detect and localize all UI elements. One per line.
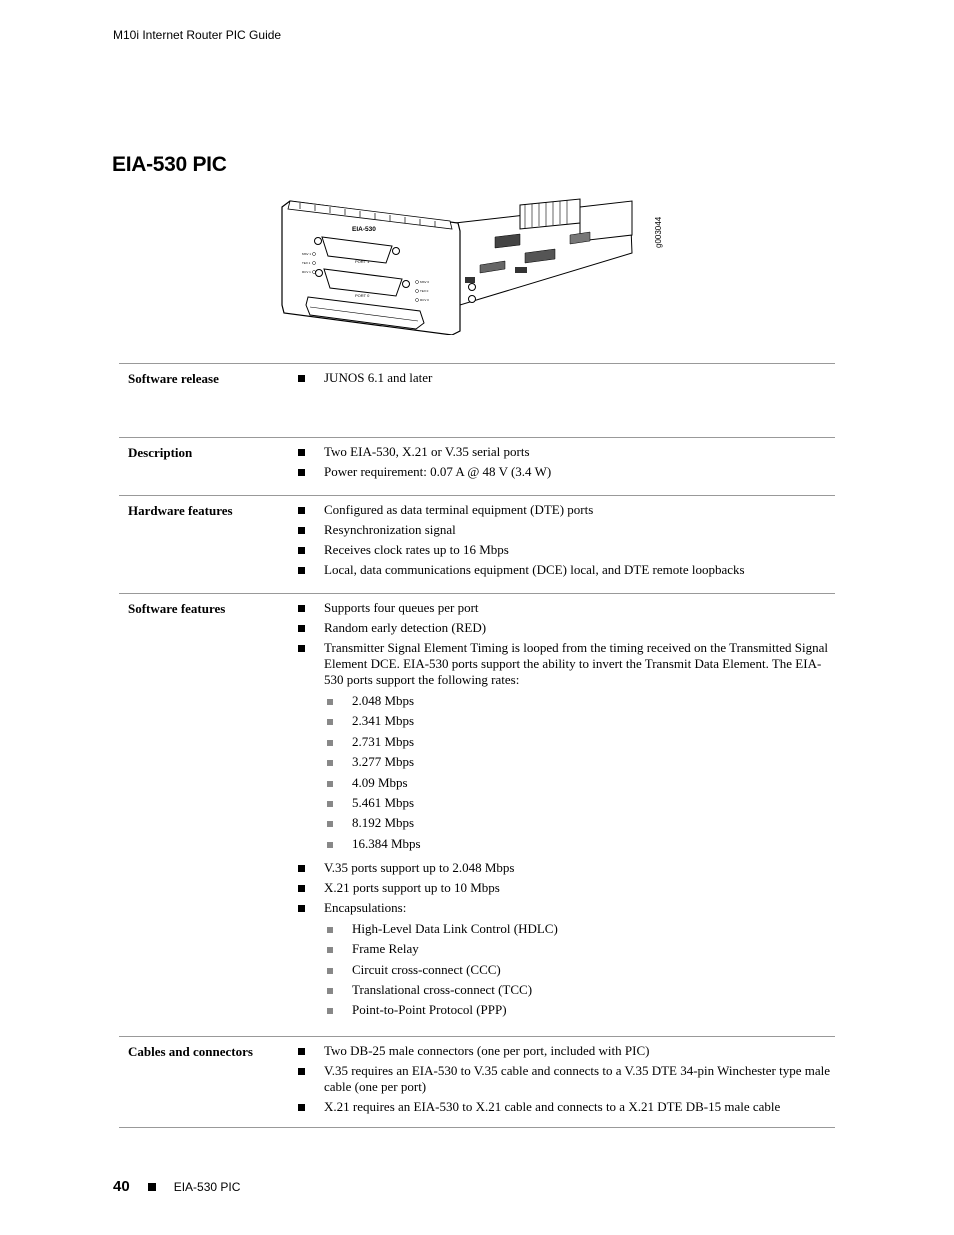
spec-row-body [287,496,835,593]
sub-bullet-item: 8.192 Mbps [287,815,835,831]
bullet-item [287,562,835,578]
sub-bullet-item: 16.384 Mbps [287,836,835,852]
bullet-item [287,1043,835,1059]
bullet-item [287,860,835,876]
sub-bullet-item: 3.277 Mbps [287,754,835,770]
led [416,299,419,302]
bullet-item [287,640,835,688]
spec-row-body [287,438,835,495]
bullet-item-text: Transmitter Signal Element Timing is looped from the timing received on the Transmitted Signal Element DCE. EIA-530 ports support the ability to invert the Transmit Data Element. The EIA-530 ports support the following rates: [324,640,828,687]
bullet-item [287,600,835,616]
spec-row-label: Hardware features [128,503,233,518]
screw [469,284,476,291]
led [313,262,316,265]
bullet-item [287,900,835,916]
screw [469,296,476,303]
bullet-item [287,620,835,636]
led [416,290,419,293]
bullet-item-text: Configured as data terminal equipment (DTE) ports [324,502,594,517]
sub-list [287,693,835,852]
spec-row-body [287,364,835,437]
faceplate-label: EIA-530 [352,226,376,233]
spec-row [119,437,835,495]
figure-id: g003044 [654,216,663,248]
bullet-item [287,542,835,558]
sub-bullet-item: Circuit cross-connect (CCC) [287,962,835,978]
bullet-item [287,464,835,480]
led [313,271,316,274]
sub-bullet-item: 2.341 Mbps [287,713,835,729]
bullet-item-text: Supports four queues per port [324,600,479,615]
sub-bullet-item: 2.731 Mbps [287,734,835,750]
led [416,281,419,284]
bullet-item [287,1063,835,1095]
bullet-item-text: Encapsulations: [324,899,407,915]
bullet-item-text: Power requirement: 0.07 A @ 48 V (3.4 W) [324,464,552,479]
bullet-item [287,1099,835,1115]
spec-row [119,495,835,593]
bullet-item-text: X.21 ports support up to 10 Mbps [324,879,500,895]
spec-row [119,593,835,1036]
sub-bullet-item: Point-to-Point Protocol (PPP) [287,1002,835,1018]
chip [465,277,475,283]
bullet-item-text: V.35 ports support up to 2.048 Mbps [324,859,515,875]
led-label: MSV 0 [420,280,430,284]
bullet-item-text: X.21 requires an EIA-530 to X.21 cable and connects to a X.21 DTE DB-15 male cable [324,1099,781,1114]
spec-row-body [287,594,835,1036]
bullet-item [287,370,835,386]
led-label: RCV 0 [420,298,429,302]
bullet-item [287,522,835,538]
spec-row [119,363,835,437]
led [313,253,316,256]
spec-table [119,363,835,1128]
sub-bullet-item: High-Level Data Link Control (HDLC) [287,921,835,937]
spec-row-label: Description [128,445,193,460]
bullet-item-text: Local, data communications equipment (DCE) local, and DTE remote loopbacks [324,562,745,577]
bullet-item [287,880,835,896]
sub-bullet-item: Frame Relay [287,941,835,957]
pic-illustration [280,195,680,335]
led-label: TEX 1 [302,261,311,265]
spec-row-body [287,1037,835,1127]
spec-row-label: Cables and connectors [128,1044,253,1059]
led-label: RCV 1 [302,270,311,274]
bullet-item [287,444,835,460]
port-1-label: PORT 1 [355,259,370,264]
sub-bullet-item: 2.048 Mbps [287,693,835,709]
sub-bullet-item: 4.09 Mbps [287,775,835,791]
bullet-item-text: Two EIA-530, X.21 or V.35 serial ports [324,444,530,459]
section-title: EIA-530 PIC [112,153,227,176]
page-footer [113,1178,240,1195]
spec-row-label: Software features [128,601,226,616]
running-header: M10i Internet Router PIC Guide [113,28,282,42]
page-number: 40 [113,1178,130,1195]
led-label: MSV 1 [302,252,312,256]
sub-list [287,921,835,1019]
port-0-label: PORT 0 [355,293,370,298]
spec-row [119,1036,835,1128]
sub-bullet-item: Translational cross-connect (TCC) [287,982,835,998]
bullet-item-text: Two DB-25 male connectors (one per port, included with PIC) [324,1043,650,1058]
bullet-item-text: JUNOS 6.1 and later [324,370,433,385]
led-label: TEX 0 [420,289,429,293]
footer-bullet [148,1183,156,1191]
footer-section-title: EIA-530 PIC [173,1179,241,1194]
bullet-item-text: V.35 requires an EIA-530 to V.35 cable and connects to a V.35 DTE 34-pin Winchester type male cable (one per port) [324,1063,831,1094]
bullet-item [287,502,835,518]
chip [515,267,527,273]
bullet-item-text: Resynchronization signal [324,522,456,537]
sub-bullet-item: 5.461 Mbps [287,795,835,811]
bullet-item-text: Receives clock rates up to 16 Mbps [324,542,509,557]
bullet-item-text: Random early detection (RED) [324,620,487,635]
spec-row-label: Software release [128,371,219,386]
